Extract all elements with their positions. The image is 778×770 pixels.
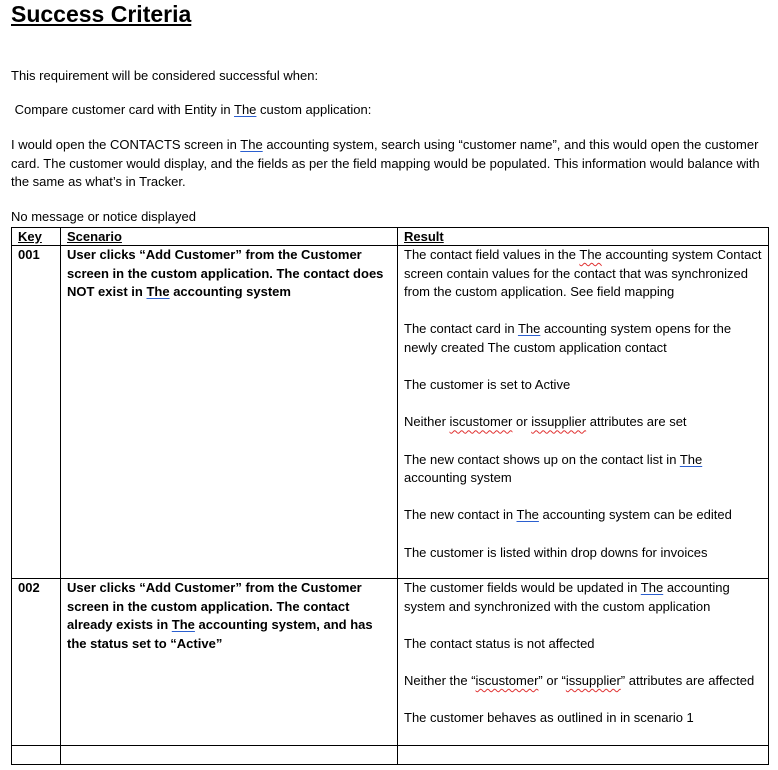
compare-text-after: custom application: — [256, 102, 372, 117]
result-item: The new contact shows up on the contact list in The accounting system — [404, 451, 703, 486]
result-item: The contact field values in the The accounting system Contact screen contain values for the contact that was synchronized from the custom application. See field mapping — [404, 247, 762, 300]
header-scenario: Scenario — [61, 228, 398, 246]
intro-text: This requirement will be considered successful when: — [11, 68, 319, 83]
table-row — [12, 579, 769, 746]
table-row-empty — [12, 746, 769, 765]
row-scenario: User clicks “Add Customer” from the Customer screen in the custom application. The contact already exists in The accounting system, and has the status set to “Active” — [61, 579, 398, 746]
result-item: The contact card in The accounting system opens for the newly created The custom application contact — [404, 321, 732, 355]
spelling-flag[interactable]: issupplier — [531, 414, 587, 430]
spelling-flag[interactable]: iscustomer — [475, 672, 539, 688]
result-item: Neither iscustomer or issupplier attributes are set — [404, 414, 687, 430]
compare-text-before: Compare customer card with Entity in — [11, 102, 235, 117]
result-item: The customer is set to Active — [404, 377, 571, 393]
row-result — [398, 246, 769, 579]
document-title: Success Criteria — [11, 1, 192, 27]
notice-text: No message or notice displayed — [11, 209, 196, 224]
compare-line — [11, 101, 371, 120]
grammar-flag[interactable]: The — [171, 617, 195, 633]
spelling-flag[interactable]: issupplier — [565, 672, 621, 688]
row-key — [12, 746, 61, 765]
grammar-flag[interactable]: The — [517, 321, 541, 337]
result-item: The customer is listed within drop downs for invoices — [404, 544, 708, 560]
grammar-flag[interactable]: The — [640, 580, 664, 595]
description-text-before: I would open the CONTACTS screen in — [11, 137, 241, 152]
table-header-row — [12, 228, 769, 246]
row-key: 001 — [12, 246, 61, 579]
result-item: The customer behaves as outlined in in scenario 1 — [404, 710, 694, 726]
grammar-flag[interactable]: The — [679, 451, 703, 467]
row-result — [398, 746, 769, 765]
row-result — [398, 579, 769, 746]
table-row — [12, 246, 769, 579]
header-key: Key — [12, 228, 61, 246]
scenario-table — [11, 227, 769, 765]
grammar-flag[interactable]: The — [516, 507, 539, 523]
result-item: The new contact in The accounting system can be edited — [404, 507, 732, 523]
grammar-flag[interactable]: The — [234, 102, 257, 117]
header-result: Result — [398, 228, 769, 246]
description-paragraph — [11, 136, 771, 192]
result-item: The customer fields would be updated in The accounting system and synchronized with the custom application — [404, 580, 730, 614]
grammar-flag[interactable]: The — [146, 284, 170, 300]
row-scenario — [61, 746, 398, 765]
spelling-flag[interactable]: The — [579, 247, 602, 262]
result-item: Neither the “iscustomer” or “issupplier” attributes are affected — [404, 672, 755, 688]
grammar-flag[interactable]: The — [240, 137, 263, 152]
result-item: The contact status is not affected — [404, 635, 595, 651]
row-scenario: User clicks “Add Customer” from the Customer screen in the custom application. The contact does NOT exist in The accounting system — [61, 246, 398, 579]
row-key: 002 — [12, 579, 61, 746]
spelling-flag[interactable]: iscustomer — [449, 414, 513, 430]
description-text-after: accounting system, search using “customer name”, and this would open the customer card. The customer would display, and the fields as per the field mapping would be populated. This information would balance with the same as what’s in Tracker. — [11, 137, 760, 189]
